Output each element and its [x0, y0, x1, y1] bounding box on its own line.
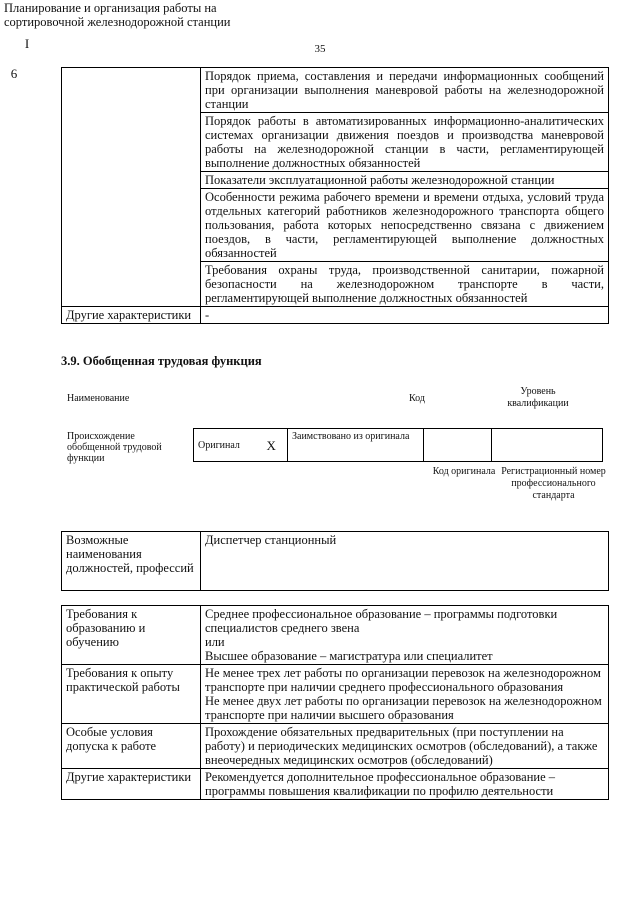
- professions-table: [61, 531, 609, 591]
- professions-value: Диспетчер станционный: [201, 532, 609, 591]
- requirement-line: Среднее профессиональное образование – программы подготовки специалистов среднего звена: [205, 607, 558, 635]
- qualification-level-field: 6: [10, 66, 18, 81]
- requirements-table: [61, 605, 609, 800]
- name-label: Наименование: [67, 393, 130, 404]
- registration-number-caption: Регистрационный номер профессионального стандарта: [501, 466, 606, 501]
- knowledge-item: Порядок приема, составления и передачи информационных сообщений при организации выполнения маневровой работы на железнодорожной станции: [201, 68, 609, 113]
- section-title: 3.9. Обобщенная трудовая функция: [61, 354, 262, 368]
- requirement-line: Рекомендуется дополнительное профессиональное образование – программы повышения квалификации по профилю деятельности: [205, 770, 556, 798]
- registration-number-cell: [492, 429, 603, 462]
- original-label: Оригинал: [194, 429, 256, 462]
- original-mark: X: [256, 429, 288, 462]
- knowledge-item: Требования охраны труда, производственной санитарии, пожарной безопасности на железнодорожном транспорте в части, регламентирующей выполнение должностных обязанностей: [201, 262, 609, 307]
- page-number: 35: [314, 43, 326, 55]
- other-characteristics-label: Другие характеристики: [62, 307, 201, 324]
- professions-label: Возможные наименования должностей, профессий: [62, 532, 201, 591]
- code-label: Код: [409, 393, 425, 404]
- knowledge-item: Показатели эксплуатационной работы железнодорожной станции: [201, 172, 609, 189]
- requirement-line: Прохождение обязательных предварительных (при поступлении на работу) и периодических медицинских осмотров (обследований), а также внеочередных медицинских осмотров (обследований): [205, 725, 598, 767]
- other-requirements-label: Другие характеристики: [62, 769, 201, 800]
- requirement-line: Высшее образование – магистратура или специалитет: [205, 649, 493, 663]
- requirement-line: Не менее трех лет работы по организации перевозок на железнодорожном транспорте при наличии среднего профессионального образования: [205, 666, 601, 694]
- requirement-line: Не менее двух лет работы по организации перевозок на железнодорожном транспорте при наличии высшего образования: [205, 694, 602, 722]
- function-code-field: I: [24, 36, 30, 51]
- level-label: Уровень квалификации: [507, 386, 569, 409]
- experience-requirements-label: Требования к опыту практической работы: [62, 665, 201, 724]
- original-code-caption: Код оригинала: [432, 466, 496, 477]
- function-name-field: Планирование и организация работы на сортировочной железнодорожной станции: [4, 1, 231, 29]
- other-requirements-value: [201, 769, 609, 800]
- admission-conditions-label: Особые условия допуска к работе: [62, 724, 201, 769]
- knowledge-item: Порядок работы в автоматизированных информационно-аналитических системах организации движения поездов и производства маневровой работы на железнодорожной станции в части, регламентирующей выполнение должностных обязанностей: [201, 113, 609, 172]
- original-code-cell: [424, 429, 492, 462]
- education-requirements-label: Требования к образованию и обучению: [62, 606, 201, 665]
- other-characteristics-value: -: [201, 307, 609, 324]
- origin-table: [193, 428, 603, 462]
- experience-requirements-value: [201, 665, 609, 724]
- requirement-line: или: [205, 635, 225, 649]
- origin-label: Происхождение обобщенной трудовой функции: [67, 431, 162, 464]
- knowledge-item: Особенности режима рабочего времени и времени отдыха, условий труда отдельных категорий работников железнодорожного транспорта общего пользования, работа которых непосредственно связана с движением поездов, в части, регламентирующей выполнение должностных обязанностей: [201, 189, 609, 262]
- empty-left-cell: [62, 68, 201, 307]
- admission-conditions-value: [201, 724, 609, 769]
- education-requirements-value: [201, 606, 609, 665]
- knowledge-table: [61, 67, 609, 324]
- borrowed-label: Заимствовано из оригинала: [288, 429, 424, 462]
